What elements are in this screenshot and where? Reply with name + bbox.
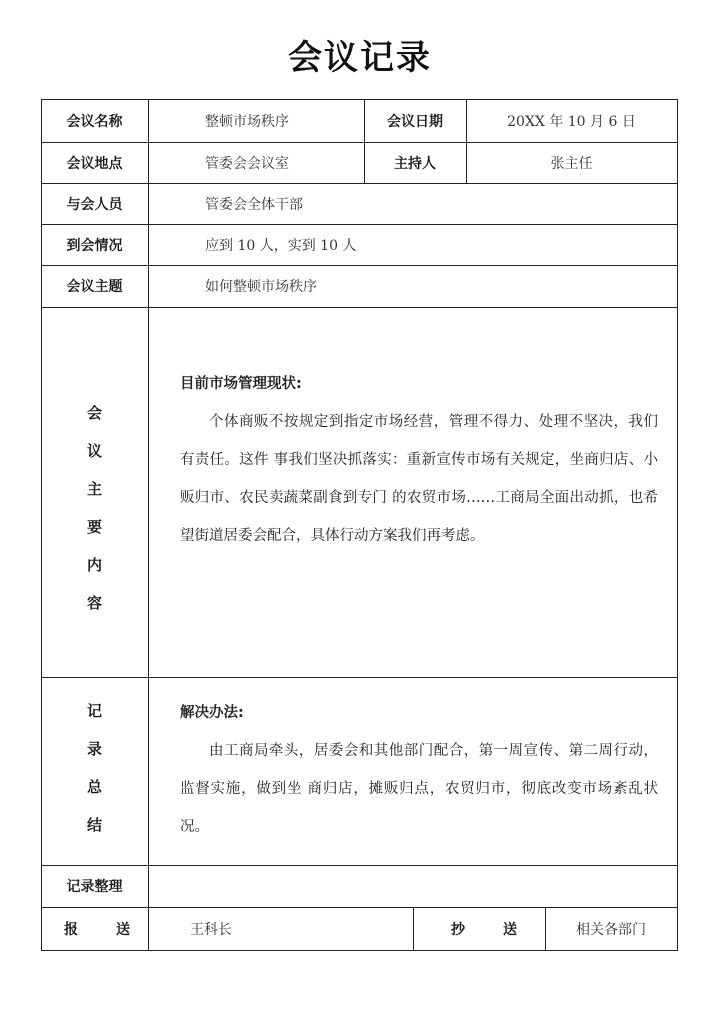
attendees-value: 管委会全体干部	[205, 196, 303, 213]
report-to-value: 王科长	[190, 921, 232, 938]
summary-body: 由工商局牵头，居委会和其他部门配合，第一周宣传、第二周行动，监督实施，做到坐 商归店，摊贩归点，农贸归市，彻底改变市场紊乱状况。	[180, 743, 658, 835]
table-border-bottom	[41, 950, 678, 951]
label-column-divider	[148, 99, 149, 950]
meeting-location-value: 管委会会议室	[205, 155, 289, 172]
organizer-label: 记录整理	[66, 879, 123, 895]
label-char: 内	[86, 556, 102, 574]
main-content-body: 个体商贩不按规定到指定市场经营，管理不得力、处理不坚决，我们有责任。这件 事我们坚决抓落实：重新宣传市场有关规定，坐商归店、小贩归市、农民卖蔬菜副食到专门 的农贸市场……工商局全面出动抓，也希望街道居委会配合，具体行动方案我们再考虑。	[180, 414, 658, 544]
cc-value: 相关各部门	[576, 921, 646, 938]
label-char: 送	[116, 921, 130, 938]
meeting-name-label: 会议名称	[66, 113, 123, 130]
cc-label	[451, 907, 517, 950]
meeting-host-value: 张主任	[550, 155, 593, 172]
document-title: 会议记录	[288, 38, 432, 78]
label-char: 抄	[451, 921, 465, 938]
row-divider	[41, 307, 678, 308]
label-char: 容	[86, 594, 102, 612]
label-char: 报	[64, 921, 78, 938]
meeting-topic-label: 会议主题	[66, 279, 123, 295]
attendance-value: 应到 10 人，实到 10 人	[205, 237, 357, 254]
column-divider	[413, 907, 414, 950]
meeting-name-value: 整顿市场秩序	[205, 113, 289, 130]
row-divider	[41, 677, 678, 678]
summary-heading: 解决办法:	[180, 705, 244, 721]
label-char: 总	[86, 778, 102, 796]
label-char: 议	[86, 442, 102, 460]
organizer-value	[180, 865, 660, 907]
meeting-location-label: 会议地点	[66, 155, 123, 172]
label-char: 主	[86, 480, 102, 498]
main-content-heading: 目前市场管理现状:	[180, 376, 302, 392]
label-char: 会	[86, 404, 102, 422]
label-char: 要	[86, 518, 102, 536]
meeting-host-label: 主持人	[394, 155, 436, 172]
attendees-label: 与会人员	[66, 196, 123, 213]
report-to-label	[64, 907, 130, 950]
table-border-right	[677, 99, 678, 950]
summary-text	[180, 694, 658, 846]
meeting-topic-value: 如何整顿市场秩序	[205, 279, 317, 295]
label-char: 记	[86, 702, 102, 720]
meeting-date-label: 会议日期	[387, 113, 443, 130]
meeting-date-value: 20XX 年 10 月 6 日	[507, 113, 636, 130]
summary-label	[41, 700, 148, 852]
main-content-text	[180, 365, 658, 555]
label-char: 录	[86, 740, 102, 758]
label-char: 结	[86, 816, 102, 834]
label-char: 送	[503, 921, 517, 938]
main-content-label	[41, 402, 148, 630]
attendance-label: 到会情况	[66, 237, 123, 254]
